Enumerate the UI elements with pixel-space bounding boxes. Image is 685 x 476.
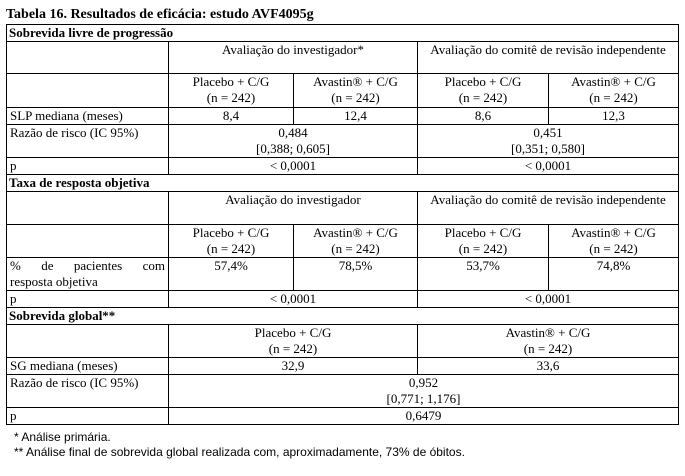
group-header-row	[7, 42, 679, 74]
arm-header: Placebo + C/G (n = 242)	[418, 74, 549, 108]
row-label: p	[7, 291, 169, 308]
group-committee: Avaliação do comitê de revisão independente	[418, 192, 679, 225]
table-cell: 33,6	[418, 358, 679, 375]
arm-header: Placebo + C/G (n = 242)	[169, 225, 294, 258]
footnote: * Análise primária.	[14, 430, 111, 444]
arm-header: Avastin® + C/G (n = 242)	[549, 74, 679, 108]
table-cell: < 0,0001	[169, 291, 418, 308]
table-row	[7, 258, 679, 291]
row-label: % de pacientes com resposta objetiva	[7, 258, 169, 291]
group-investigator: Avaliação do investigador	[169, 192, 418, 225]
group-committee: Avaliação do comitê de revisão independente	[418, 42, 679, 74]
table-cell: 8,6	[418, 108, 549, 125]
arm-header: Avastin® + C/G (n = 242)	[294, 225, 418, 258]
table-row	[7, 125, 679, 158]
table-cell: < 0,0001	[418, 158, 679, 175]
table-cell: < 0,0001	[418, 291, 679, 308]
group-investigator: Avaliação do investigador*	[169, 42, 418, 74]
arm-header-row	[7, 225, 679, 258]
section-header-pfs: Sobrevida livre de progressão	[7, 25, 679, 42]
empty-cell	[7, 225, 169, 258]
section-header-row	[7, 175, 679, 192]
table-cell: 32,9	[169, 358, 418, 375]
table-cell: 0,451 [0,351; 0,580]	[418, 125, 679, 158]
row-label: SG mediana (meses)	[7, 358, 169, 375]
empty-cell	[7, 325, 169, 358]
table-cell: 53,7%	[418, 258, 549, 291]
group-header-row	[7, 192, 679, 225]
table-cell: 57,4%	[169, 258, 294, 291]
table-row	[7, 108, 679, 125]
table-cell: 78,5%	[294, 258, 418, 291]
section-header-os: Sobrevida global**	[7, 308, 679, 325]
row-label: SLP mediana (meses)	[7, 108, 169, 125]
arm-header: Avastin® + C/G (n = 242)	[418, 325, 679, 358]
section-header-row	[7, 25, 679, 42]
empty-cell	[7, 42, 169, 74]
table-cell: 8,4	[169, 108, 294, 125]
table-cell: 74,8%	[549, 258, 679, 291]
arm-header: Placebo + C/G (n = 242)	[169, 74, 294, 108]
arm-header-row	[7, 74, 679, 108]
arm-header-row	[7, 325, 679, 358]
arm-header: Avastin® + C/G (n = 242)	[294, 74, 418, 108]
table-cell: 0,952 [0,771; 1,176]	[169, 375, 679, 408]
row-label: p	[7, 158, 169, 175]
row-label: Razão de risco (IC 95%)	[7, 375, 169, 408]
arm-header: Placebo + C/G (n = 242)	[169, 325, 418, 358]
table-row	[7, 375, 679, 408]
section-header-row	[7, 308, 679, 325]
table-row	[7, 358, 679, 375]
arm-header: Placebo + C/G (n = 242)	[418, 225, 549, 258]
efficacy-table	[6, 24, 679, 425]
footnote: ** Análise final de sobrevida global realizada com, aproximadamente, 73% de óbitos.	[14, 445, 465, 459]
table-cell: 0,6479	[169, 408, 679, 425]
table-title: Tabela 16. Resultados de eficácia: estudo AVF4095g	[6, 7, 314, 22]
table-row	[7, 408, 679, 425]
row-label: Razão de risco (IC 95%)	[7, 125, 169, 158]
table-cell: 0,484 [0,388; 0,605]	[169, 125, 418, 158]
table-cell: < 0,0001	[169, 158, 418, 175]
table-row	[7, 291, 679, 308]
table-cell: 12,4	[294, 108, 418, 125]
row-label: p	[7, 408, 169, 425]
section-header-orr: Taxa de resposta objetiva	[7, 175, 679, 192]
empty-cell	[7, 74, 169, 108]
table-row	[7, 158, 679, 175]
table-cell: 12,3	[549, 108, 679, 125]
empty-cell	[7, 192, 169, 225]
arm-header: Avastin® + C/G (n = 242)	[549, 225, 679, 258]
